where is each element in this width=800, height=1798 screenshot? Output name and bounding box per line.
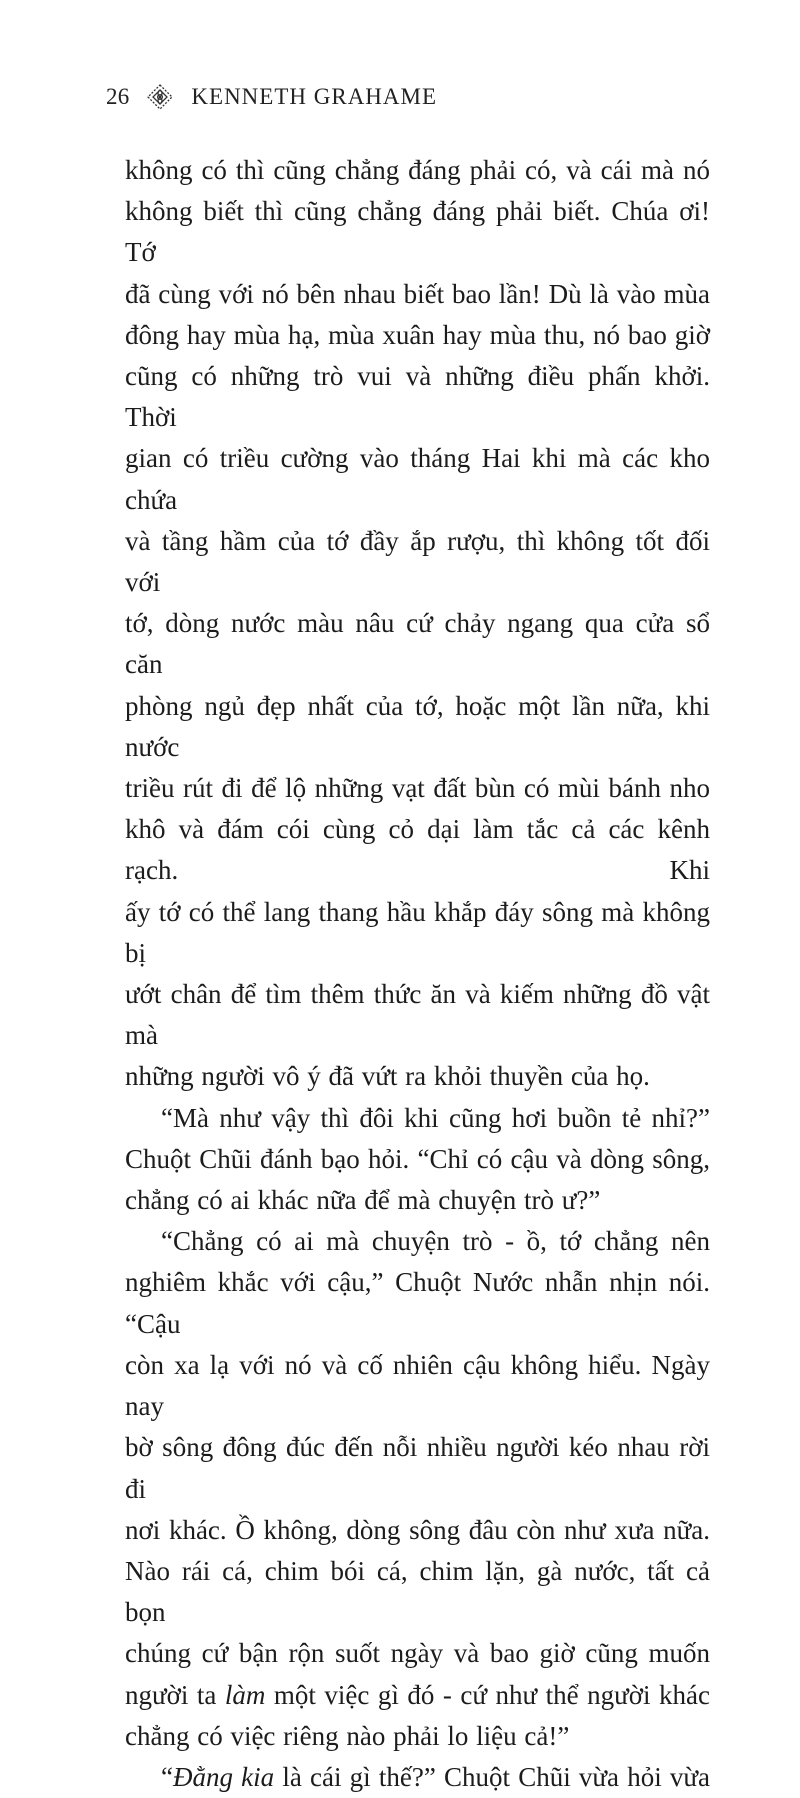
- text-line: chúng cứ bận rộn suốt ngày và bao giờ cũng muốn: [125, 1638, 710, 1669]
- text-line: đã cùng với nó bên nhau biết bao lần! Dù là vào mùa: [125, 278, 710, 309]
- text-line: chẳng có ai khác nữa để mà chuyện trò ư?”: [125, 1185, 601, 1216]
- text-line: những người vô ý đã vứt ra khỏi thuyền của họ.: [125, 1061, 650, 1092]
- italic-text: làm: [224, 1679, 266, 1710]
- page-header: [106, 84, 437, 110]
- text-segment: người ta: [125, 1679, 225, 1710]
- text-line: ướt chân để tìm thêm thức ăn và kiếm những đồ vật mà: [125, 979, 710, 1051]
- text-line: còn xa lạ với nó và cố nhiên cậu không hiểu. Ngày nay: [125, 1349, 710, 1422]
- text-line: Nào rái cá, chim bói cá, chim lặn, gà nước, tất cả bọn: [125, 1555, 710, 1628]
- page-number: 26: [106, 84, 130, 109]
- text-line: bờ sông đông đúc đến nỗi nhiều người kéo nhau rời đi: [125, 1432, 710, 1504]
- text-segment: một việc gì đó - cứ như thể người khác: [265, 1679, 710, 1710]
- text-line: tớ, dòng nước màu nâu cứ chảy ngang qua cửa sổ căn: [125, 608, 710, 680]
- italic-text: Đằng kia: [172, 1761, 275, 1792]
- running-title: KENNETH GRAHAME: [191, 84, 438, 109]
- text-line: [125, 1757, 710, 1798]
- text-segment: là cái gì thế?” Chuột Chũi vừa hỏi vừa: [274, 1761, 710, 1792]
- text-line: Chuột Chũi đánh bạo hỏi. “Chỉ có cậu và dòng sông,: [125, 1143, 710, 1174]
- text-line: và tầng hầm của tớ đầy ắp rượu, thì không tốt đối với: [125, 525, 710, 598]
- text-line: triều rút đi để lộ những vạt đất bùn có mùi bánh nho: [125, 773, 710, 804]
- text-line: nơi khác. Ồ không, dòng sông đâu còn như xưa nữa.: [125, 1514, 710, 1545]
- text-line: đông hay mùa hạ, mùa xuân hay mùa thu, nó bao giờ: [125, 319, 710, 350]
- text-line: cũng có những trò vui và những điều phấn khởi. Thời: [125, 361, 710, 433]
- body-text: [125, 150, 710, 1798]
- text-segment: “: [161, 1761, 173, 1792]
- text-line: [125, 1675, 710, 1716]
- text-line: phòng ngủ đẹp nhất của tớ, hoặc một lần nữa, khi nước: [125, 690, 710, 762]
- text-line: ấy tớ có thể lang thang hầu khắp đáy sông mà không bị: [125, 896, 710, 968]
- text-line: khô và đám cói cùng cỏ dại làm tắc cả các kênh rạch. Khi: [125, 814, 710, 886]
- text-line: không có thì cũng chẳng đáng phải có, và cái mà nó: [125, 155, 710, 185]
- text-line: “Chẳng có ai mà chuyện trò - ồ, tớ chẳng nên: [161, 1226, 710, 1257]
- text-line: không biết thì cũng chẳng đáng phải biết. Chúa ơi! Tớ: [125, 196, 710, 268]
- diamond-ornament-icon: [147, 84, 173, 110]
- text-line: “Mà như vậy thì đôi khi cũng hơi buồn tẻ nhỉ?”: [161, 1102, 710, 1133]
- text-line: nghiêm khắc với cậu,” Chuột Nước nhẫn nhịn nói. “Cậu: [125, 1267, 710, 1339]
- text-line: chẳng có việc riêng nào phải lo liệu cả!”: [125, 1720, 570, 1751]
- text-line: gian có triều cường vào tháng Hai khi mà các kho chứa: [125, 443, 710, 515]
